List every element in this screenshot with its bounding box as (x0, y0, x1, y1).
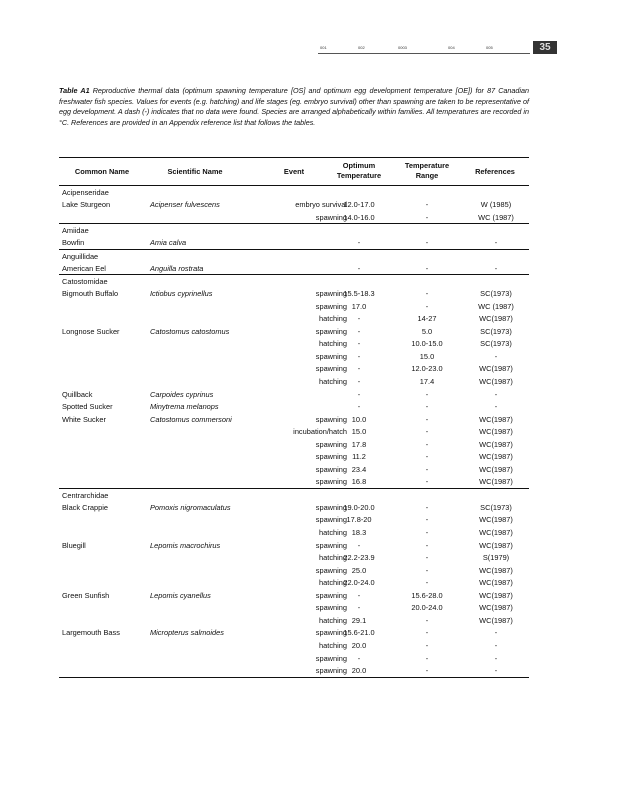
reference-cell: WC(1987) (479, 414, 513, 424)
reference-cell: WC(1987) (479, 528, 513, 538)
event-cell: incubation/hatch (293, 427, 347, 437)
temp-range-cell: 15.0 (419, 351, 435, 361)
scientific-name-cell: Amia calva (150, 238, 187, 248)
common-name-cell: Quillback (62, 389, 93, 399)
common-name-cell: Largemouth Bass (62, 628, 120, 638)
reference-cell: WC(1987) (479, 603, 513, 613)
table-row (59, 513, 529, 526)
temp-range-cell: 5.0 (421, 326, 433, 336)
scientific-name-cell: Micropterus salmoides (150, 628, 224, 638)
optimum-temp-cell: 10.0 (351, 414, 367, 424)
temp-range-cell: - (425, 615, 429, 625)
temp-range-cell: - (425, 402, 429, 412)
optimum-temp-cell: - (357, 603, 361, 613)
temp-range-cell: - (425, 565, 429, 575)
table-row (59, 413, 529, 426)
reference-cell: - (494, 238, 498, 248)
table-row (59, 551, 529, 564)
optimum-temp-cell: 15.0 (351, 427, 367, 437)
optimum-temp-cell: - (357, 351, 361, 361)
table-row (59, 652, 529, 665)
reference-cell: - (494, 666, 498, 676)
event-cell: embryo survival (295, 200, 347, 209)
scientific-name-cell: Carpoides cyprinus (150, 389, 214, 399)
table-row (59, 425, 529, 438)
optimum-temp-cell: 17.0 (351, 301, 367, 311)
reference-cell: WC(1987) (479, 364, 513, 374)
table-row (59, 664, 529, 677)
reference-cell: WC(1987) (479, 515, 513, 525)
common-name-cell: Bigmouth Buffalo (62, 289, 119, 299)
temp-range-cell: - (425, 301, 429, 311)
reference-cell: W (1985) (480, 200, 512, 209)
scientific-name-cell: Acipenser fulvescens (150, 200, 220, 209)
temp-range-cell: - (425, 640, 429, 650)
event-cell: hatching (319, 377, 347, 387)
event-cell: hatching (319, 640, 347, 650)
scientific-name-cell: Lepomis macrochirus (150, 540, 221, 550)
optimum-temp-cell: 23.4 (351, 464, 367, 474)
temp-range-cell: - (425, 238, 429, 248)
table-row (59, 564, 529, 577)
reference-cell: WC(1987) (479, 427, 513, 437)
optimum-temp-cell: - (357, 314, 361, 324)
header-event: Event (283, 167, 305, 176)
optimum-temp-cell: - (357, 540, 361, 550)
table-row (59, 450, 529, 463)
reference-cell: WC(1987) (479, 590, 513, 600)
reference-cell: - (494, 263, 498, 273)
temp-range-cell: - (425, 212, 429, 222)
table-row (59, 639, 529, 652)
optimum-temp-cell: - (357, 263, 361, 273)
table-row (59, 400, 529, 413)
reference-cell: WC(1987) (479, 452, 513, 462)
event-cell: hatching (319, 339, 347, 349)
table-row (59, 463, 529, 476)
common-name-cell: Lake Sturgeon (62, 200, 111, 209)
scientific-name-cell: Catostomus commersoni (150, 414, 232, 424)
family-row (59, 488, 529, 501)
optimum-temp-cell: - (357, 238, 361, 248)
header-mark: 002 (358, 45, 365, 50)
scientific-name-cell: Ictiobus cyprinellus (150, 289, 213, 299)
event-cell: spawning (315, 540, 347, 550)
event-cell: spawning (315, 452, 347, 462)
caption-text: Reproductive thermal data (optimum spawning temperature [OS] and optimum egg development temperature [OE]) for 87 Canadian freshwater fish species. Values for events (e.g. hatching) and life stages (eg. embryo survival) other than spawning are taken to be representative of egg development. A dash (-) indicates that no data were found. Species are arranged alphabetically within families. All temperatures are recorded in °C. References are provided in an Appendix reference list that follows the tables. (59, 86, 529, 127)
header-optimum: Optimum Temperature (336, 161, 382, 180)
table-row (59, 325, 529, 338)
optimum-temp-cell: 18.3 (351, 528, 367, 538)
event-cell: spawning (315, 477, 347, 487)
temp-range-cell: - (425, 515, 429, 525)
optimum-temp-cell: 20.0 (351, 640, 367, 650)
event-cell: spawning (315, 590, 347, 600)
family-name: Acipenseridae (62, 188, 109, 197)
event-cell: spawning (315, 351, 347, 361)
table-body (59, 186, 529, 677)
reference-cell: WC(1987) (479, 615, 513, 625)
temp-range-cell: - (425, 540, 429, 550)
table-row (59, 262, 529, 275)
reference-cell: SC(1973) (480, 326, 512, 336)
event-cell: spawning (315, 565, 347, 575)
event-cell: spawning (315, 439, 347, 449)
reference-cell: - (494, 628, 498, 638)
table-row (59, 526, 529, 539)
reference-cell: - (494, 351, 498, 361)
reference-cell: S(1979) (482, 553, 510, 563)
optimum-temp-cell: 15.6-21.0 (343, 628, 375, 638)
table-row (59, 350, 529, 363)
family-name: Catostomidae (62, 277, 108, 287)
table-caption (59, 86, 529, 128)
scientific-name-cell: Minytrema melanops (150, 402, 219, 412)
reference-cell: SC(1973) (480, 339, 512, 349)
event-cell: spawning (315, 464, 347, 474)
event-cell: spawning (315, 414, 347, 424)
temp-range-cell: - (425, 414, 429, 424)
table-row (59, 589, 529, 602)
header-mark: 0003 (398, 45, 407, 50)
family-row (59, 249, 529, 262)
reference-cell: - (494, 653, 498, 663)
temp-range-cell: - (425, 653, 429, 663)
temp-range-cell: - (425, 528, 429, 538)
common-name-cell: Black Crappie (62, 502, 109, 512)
reference-cell: - (494, 640, 498, 650)
reference-cell: WC(1987) (479, 477, 513, 487)
table-row (59, 539, 529, 552)
common-name-cell: Bowfin (62, 238, 85, 248)
family-name: Centrarchidae (62, 490, 109, 500)
optimum-temp-cell: 25.0 (351, 565, 367, 575)
temp-range-cell: - (425, 477, 429, 487)
table-row (59, 626, 529, 639)
event-cell: spawning (315, 603, 347, 613)
event-cell: spawning (315, 289, 347, 299)
temp-range-cell: - (425, 389, 429, 399)
reference-cell: WC(1987) (479, 377, 513, 387)
table-row (59, 287, 529, 300)
optimum-temp-cell: - (357, 364, 361, 374)
event-cell: hatching (319, 314, 347, 324)
optimum-temp-cell: - (357, 377, 361, 387)
table-row (59, 236, 529, 249)
optimum-temp-cell: - (357, 402, 361, 412)
common-name-cell: White Sucker (62, 414, 106, 424)
optimum-temp-cell: 17.8-20 (346, 515, 372, 525)
table-row (59, 337, 529, 350)
family-name: Anguillidae (62, 251, 99, 261)
reference-cell: - (494, 402, 498, 412)
event-cell: spawning (315, 515, 347, 525)
temp-range-cell: - (425, 452, 429, 462)
optimum-temp-cell: 22.0-24.0 (343, 578, 375, 588)
temp-range-cell: 17.4 (419, 377, 435, 387)
table-row (59, 211, 529, 224)
temp-range-cell: - (425, 263, 429, 273)
temp-range-cell: - (425, 502, 429, 512)
event-cell: spawning (315, 502, 347, 512)
family-row (59, 223, 529, 236)
data-table (59, 157, 529, 678)
table-row (59, 300, 529, 313)
header-mark: 001 (320, 45, 327, 50)
event-cell: spawning (315, 364, 347, 374)
reference-cell: SC(1973) (480, 502, 512, 512)
optimum-temp-cell: 20.0 (351, 666, 367, 676)
optimum-temp-cell: 11.2 (352, 452, 366, 462)
table-row (59, 475, 529, 488)
temp-range-cell: - (425, 578, 429, 588)
optimum-temp-cell: 12.0-17.0 (343, 200, 375, 209)
event-cell: spawning (315, 326, 347, 336)
reference-cell: WC (1987) (478, 301, 514, 311)
common-name-cell: Green Sunfish (62, 590, 110, 600)
optimum-temp-cell: 15.5-18.3 (343, 289, 375, 299)
optimum-temp-cell: - (357, 389, 361, 399)
temp-range-cell: 20.0-24.0 (411, 603, 443, 613)
temp-range-cell: 14-27 (417, 314, 437, 324)
event-cell: spawning (315, 301, 347, 311)
table-row (59, 601, 529, 614)
optimum-temp-cell: - (357, 590, 361, 600)
family-name: Amiidae (62, 226, 89, 236)
reference-cell: WC (1987) (478, 212, 514, 222)
table-header (59, 157, 529, 186)
optimum-temp-cell: - (357, 653, 361, 663)
table-bottom-rule (59, 677, 529, 678)
common-name-cell: Bluegill (62, 540, 86, 550)
scientific-name-cell: Anguilla rostrata (150, 263, 204, 273)
temp-range-cell: 15.6-28.0 (411, 590, 443, 600)
table-row (59, 501, 529, 514)
reference-cell: - (494, 389, 498, 399)
event-cell: spawning (315, 666, 347, 676)
caption-label: Table A1 (59, 86, 90, 95)
scientific-name-cell: Lepomis cyanellus (150, 590, 211, 600)
temp-range-cell: - (425, 666, 429, 676)
table-row (59, 388, 529, 401)
family-row (59, 274, 529, 287)
optimum-temp-cell: 22.2-23.9 (343, 553, 375, 563)
table-row (59, 362, 529, 375)
temp-range-cell: - (425, 427, 429, 437)
temp-range-cell: 12.0-23.0 (411, 364, 443, 374)
running-header (318, 41, 530, 54)
reference-cell: SC(1973) (480, 289, 512, 299)
scientific-name-cell: Pomoxis nigromaculatus (150, 502, 231, 512)
event-cell: hatching (319, 578, 347, 588)
reference-cell: WC(1987) (479, 565, 513, 575)
event-cell: hatching (319, 553, 347, 563)
table-row (59, 375, 529, 388)
reference-cell: WC(1987) (479, 540, 513, 550)
common-name-cell: Spotted Sucker (62, 402, 113, 412)
reference-cell: WC(1987) (479, 314, 513, 324)
event-cell: hatching (319, 615, 347, 625)
reference-cell: WC(1987) (479, 464, 513, 474)
temp-range-cell: - (425, 464, 429, 474)
table-row (59, 438, 529, 451)
temp-range-cell: - (425, 553, 429, 563)
optimum-temp-cell: - (357, 326, 361, 336)
reference-cell: WC(1987) (479, 439, 513, 449)
optimum-temp-cell: 17.8 (351, 439, 367, 449)
header-mark: 005 (486, 45, 493, 50)
temp-range-cell: - (425, 439, 429, 449)
event-cell: spawning (315, 628, 347, 638)
table-row (59, 312, 529, 325)
header-scientific-name: Scientific Name (167, 167, 223, 176)
reference-cell: WC(1987) (479, 578, 513, 588)
family-row (59, 186, 529, 198)
event-cell: hatching (319, 528, 347, 538)
common-name-cell: American Eel (62, 263, 106, 273)
table-row (59, 198, 529, 211)
optimum-temp-cell: 19.0-20.0 (343, 502, 375, 512)
event-cell: spawning (315, 212, 347, 222)
header-common-name: Common Name (74, 167, 130, 176)
header-mark: 004 (448, 45, 455, 50)
optimum-temp-cell: 16.8 (351, 477, 367, 487)
temp-range-cell: 10.0-15.0 (411, 339, 443, 349)
temp-range-cell: - (425, 200, 429, 209)
optimum-temp-cell: 29.1 (351, 615, 367, 625)
header-range: Temperature Range (404, 161, 450, 180)
scientific-name-cell: Catostomus catostomus (150, 326, 230, 336)
header-references: References (475, 167, 515, 176)
temp-range-cell: - (425, 628, 429, 638)
page-number: 35 (533, 41, 557, 54)
common-name-cell: Longnose Sucker (62, 326, 120, 336)
table-row (59, 576, 529, 589)
table-row (59, 614, 529, 627)
event-cell: spawning (315, 653, 347, 663)
optimum-temp-cell: 14.0-16.0 (343, 212, 375, 222)
optimum-temp-cell: - (357, 339, 361, 349)
temp-range-cell: - (425, 289, 429, 299)
